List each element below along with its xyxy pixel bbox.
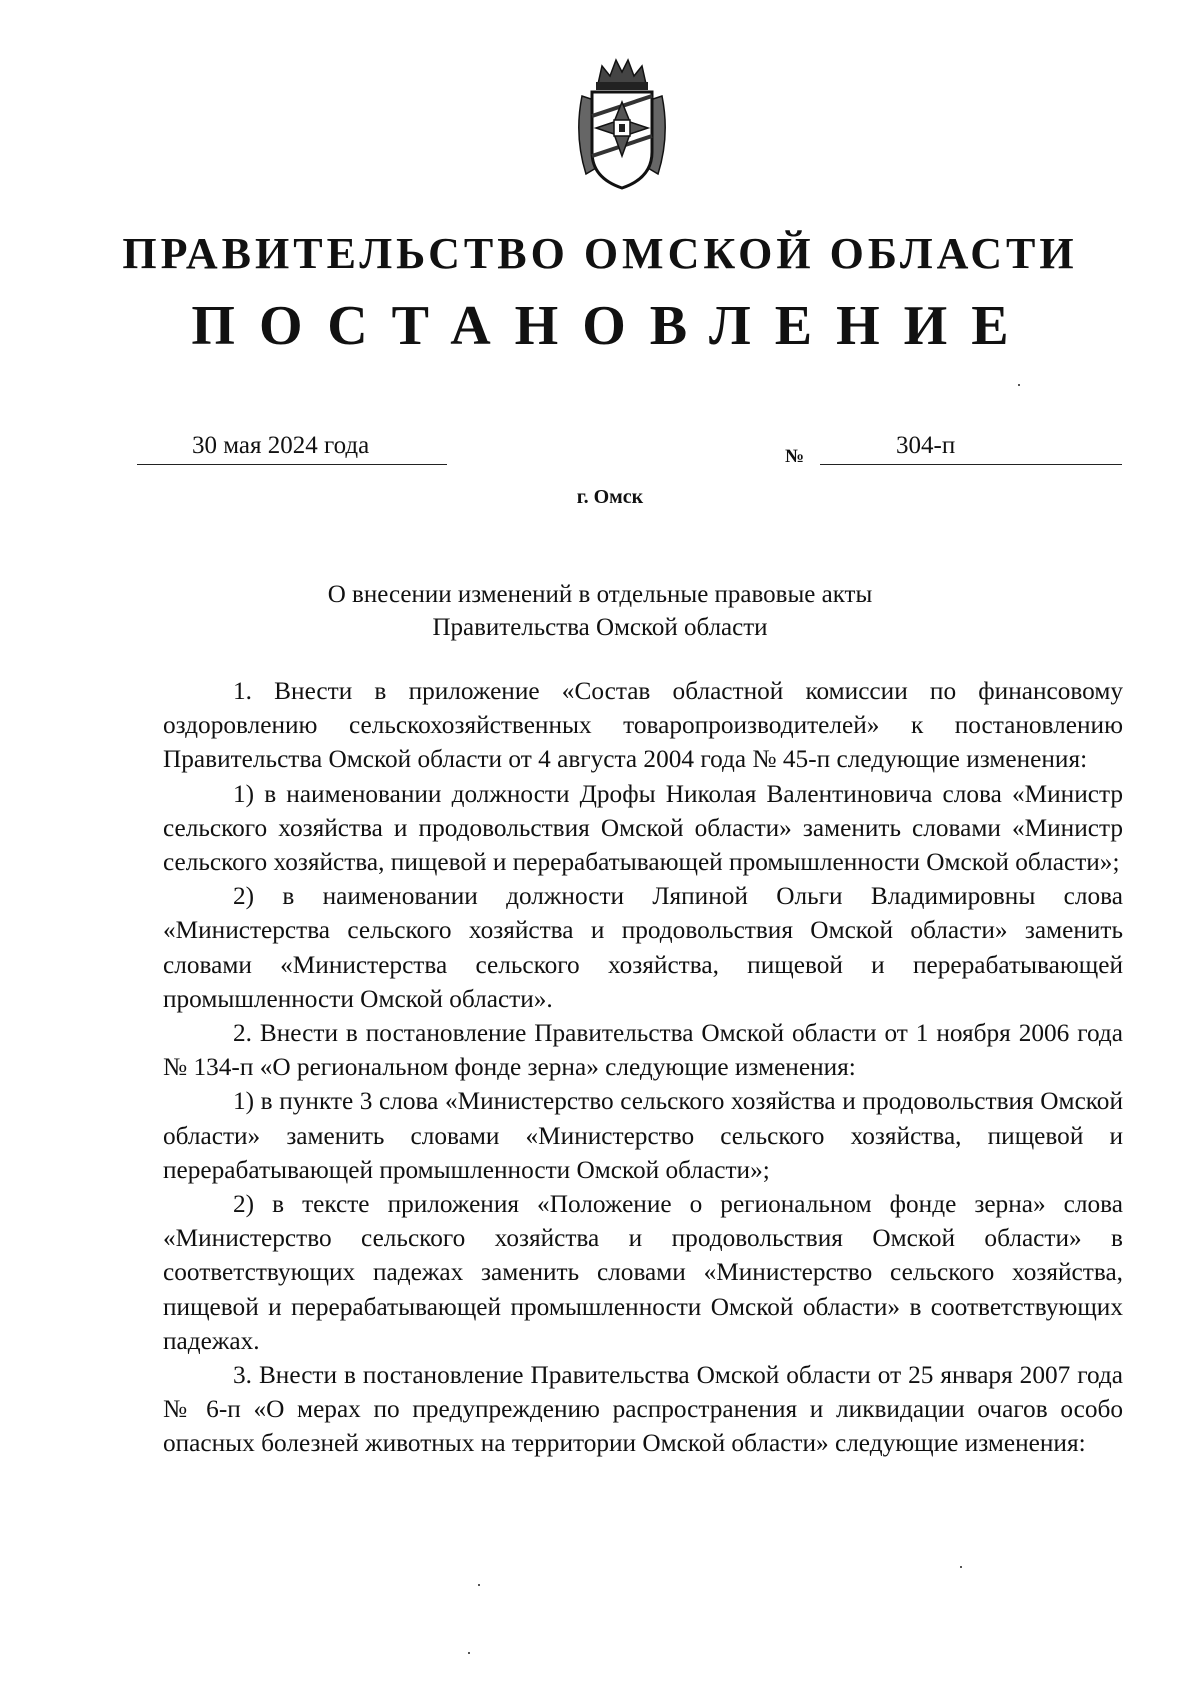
coat-of-arms-emblem — [568, 56, 676, 194]
subject-line-1: О внесении изменений в отдельные правовые акты — [327, 581, 873, 608]
paragraph: 3. Внести в постановление Правительства Омской области от 25 января 2007 года № 6-п «О мерах по предупреждению распространения и ликвидации очагов особо опасных болезней животных на территории Омской области» следующие изменения: — [163, 1361, 1123, 1458]
paragraph: 1. Внести в приложение «Состав областной комиссии по финансовому оздоровлению сельскохозяйственных товаропроизводителей» к постановлению Правительства Омской области от 4 августа 2004 года № 45-п следующие изменения: — [163, 677, 1123, 774]
scan-speck — [478, 1584, 480, 1586]
subject-line-2: Правительства Омской области — [432, 614, 768, 641]
scan-speck — [468, 1652, 470, 1654]
scan-speck — [960, 1566, 962, 1568]
paragraph: 1) в пункте 3 слова «Министерство сельского хозяйства и продовольствия Омской области» заменить словами «Министерство сельского хозяйства, пищевой и перерабатывающей промышленности Омской области»; — [163, 1087, 1123, 1184]
document-subject — [0, 578, 1200, 644]
paragraph: 2) в наименовании должности Ляпиной Ольги Владимировны слова «Министерства сельского хозяйства и продовольствия Омской области» заменить словами «Министерства сельского хозяйства, пищевой и перерабатывающей промышленности Омской области». — [163, 882, 1123, 1013]
document-body — [163, 674, 1123, 1461]
paragraph: 1) в наименовании должности Дрофы Николая Валентиновича слова «Министр сельского хозяйства и продовольствия Омской области» заменить словами «Министр сельского хозяйства, пищевой и перерабатывающей промышленности Омской области»; — [163, 779, 1123, 877]
document-type-title: ПОСТАНОВЛЕНИЕ — [191, 295, 1033, 357]
number-sign: № — [785, 446, 805, 467]
document-number: 304-п — [896, 432, 956, 459]
paragraph: 2. Внести в постановление Правительства Омской области от 1 ноября 2006 года № 134-п «О региональном фонде зерна» следующие изменения: — [163, 1019, 1123, 1082]
number-field — [820, 432, 1122, 465]
date-field — [137, 432, 447, 465]
document-date: 30 мая 2024 года — [192, 432, 370, 459]
city-label: г. Омск — [576, 486, 644, 508]
organization-title: ПРАВИТЕЛЬСТВО ОМСКОЙ ОБЛАСТИ — [122, 229, 1078, 278]
paragraph: 2) в тексте приложения «Положение о региональном фонде зерна» слова «Министерство сельского хозяйства и продовольствия Омской области» в соответствующих падежах заменить словами «Министерство сельского хозяйства, пищевой и перерабатывающей промышленности Омской области» в соответствующих падежах. — [163, 1190, 1123, 1355]
scan-speck — [1018, 384, 1020, 386]
